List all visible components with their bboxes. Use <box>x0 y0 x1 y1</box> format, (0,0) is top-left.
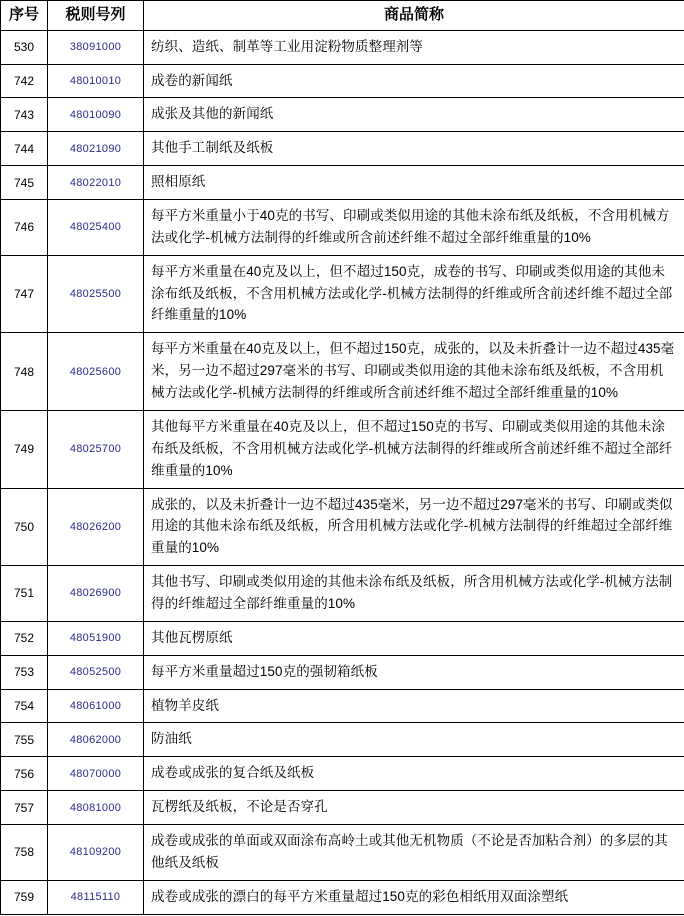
cell-code: 48025600 <box>48 333 144 411</box>
cell-name: 成卷或成张的单面或双面涂布高岭土或其他无机物质（不论是否加粘合剂）的多层的其他纸及纸板 <box>144 824 684 880</box>
table-row <box>1 132 684 166</box>
table-row <box>1 757 684 791</box>
table-row <box>1 30 684 64</box>
table-row <box>1 488 684 566</box>
cell-code: 48062000 <box>48 723 144 757</box>
table-row <box>1 166 684 200</box>
cell-name: 其他瓦楞原纸 <box>144 621 684 655</box>
table-row <box>1 255 684 333</box>
table-row <box>1 791 684 825</box>
cell-seq: 744 <box>1 132 48 166</box>
cell-code: 38091000 <box>48 30 144 64</box>
table-row <box>1 689 684 723</box>
cell-seq: 753 <box>1 655 48 689</box>
column-header-name: 商品简称 <box>144 1 684 31</box>
cell-name: 成卷的新闻纸 <box>144 64 684 98</box>
cell-seq: 748 <box>1 333 48 411</box>
cell-seq: 749 <box>1 410 48 488</box>
cell-name: 成张及其他的新闻纸 <box>144 98 684 132</box>
cell-name: 纺织、造纸、制革等工业用淀粉物质整理剂等 <box>144 30 684 64</box>
cell-name: 植物羊皮纸 <box>144 689 684 723</box>
cell-name: 防油纸 <box>144 723 684 757</box>
table-row <box>1 64 684 98</box>
table-row <box>1 200 684 256</box>
cell-name: 每平方米重量超过150克的强韧箱纸板 <box>144 655 684 689</box>
table-row <box>1 655 684 689</box>
cell-code: 48025700 <box>48 410 144 488</box>
cell-name: 每平方米重量小于40克的书写、印刷或类似用途的其他未涂布纸及纸板，不含用机械方法或化学-机械方法制得的纤维或所含前述纤维不超过全部纤维重量的10% <box>144 200 684 256</box>
cell-seq: 757 <box>1 791 48 825</box>
cell-name: 成卷或成张的复合纸及纸板 <box>144 757 684 791</box>
column-header-seq: 序号 <box>1 1 48 31</box>
cell-name: 成张的，以及未折叠计一边不超过435毫米，另一边不超过297毫米的书写、印刷或类似用途的其他未涂布纸及纸板，所含用机械方法或化学-机械方法制得的纤维超过全部纤维重量的10% <box>144 488 684 566</box>
cell-name: 每平方米重量在40克及以上，但不超过150克，成张的，以及未折叠计一边不超过435毫米，另一边不超过297毫米的书写、印刷或类似用途的其他未涂布纸及纸板，不含用机械方法或化学-机械方法制得的纤维或所含前述纤维不超过全部纤维重量的10% <box>144 333 684 411</box>
cell-seq: 759 <box>1 880 48 914</box>
cell-code: 48025500 <box>48 255 144 333</box>
cell-code: 48010010 <box>48 64 144 98</box>
cell-name: 其他手工制纸及纸板 <box>144 132 684 166</box>
table-row <box>1 824 684 880</box>
cell-code: 48010090 <box>48 98 144 132</box>
cell-code: 48021090 <box>48 132 144 166</box>
cell-name: 瓦楞纸及纸板，不论是否穿孔 <box>144 791 684 825</box>
cell-seq: 530 <box>1 30 48 64</box>
cell-seq: 758 <box>1 824 48 880</box>
table-row <box>1 566 684 622</box>
column-header-code: 税则号列 <box>48 1 144 31</box>
cell-seq: 746 <box>1 200 48 256</box>
table-row <box>1 723 684 757</box>
cell-code: 48115110 <box>48 880 144 914</box>
cell-name: 其他书写、印刷或类似用途的其他未涂布纸及纸板，所含用机械方法或化学-机械方法制得的纤维超过全部纤维重量的10% <box>144 566 684 622</box>
cell-seq: 742 <box>1 64 48 98</box>
table-row <box>1 410 684 488</box>
cell-seq: 754 <box>1 689 48 723</box>
table-row <box>1 333 684 411</box>
cell-code: 48026900 <box>48 566 144 622</box>
cell-name: 成卷或成张的漂白的每平方米重量超过150克的彩色相纸用双面涂塑纸 <box>144 880 684 914</box>
cell-code: 48081000 <box>48 791 144 825</box>
cell-seq: 743 <box>1 98 48 132</box>
cell-code: 48061000 <box>48 689 144 723</box>
cell-seq: 755 <box>1 723 48 757</box>
cell-code: 48109200 <box>48 824 144 880</box>
table-row <box>1 98 684 132</box>
table-row <box>1 621 684 655</box>
cell-seq: 747 <box>1 255 48 333</box>
cell-seq: 745 <box>1 166 48 200</box>
table-header <box>1 1 684 31</box>
cell-name: 其他每平方米重量在40克及以上，但不超过150克的书写、印刷或类似用途的其他未涂布纸及纸板，不含用机械方法或化学-机械方法制得的纤维或所含前述纤维不超过全部纤维重量的10% <box>144 410 684 488</box>
table-body <box>1 30 684 914</box>
cell-seq: 750 <box>1 488 48 566</box>
cell-code: 48022010 <box>48 166 144 200</box>
cell-seq: 751 <box>1 566 48 622</box>
cell-code: 48070000 <box>48 757 144 791</box>
cell-seq: 756 <box>1 757 48 791</box>
cell-code: 48051900 <box>48 621 144 655</box>
cell-code: 48052500 <box>48 655 144 689</box>
cell-name: 每平方米重量在40克及以上，但不超过150克，成卷的书写、印刷或类似用途的其他未涂布纸及纸板，不含用机械方法或化学-机械方法制得的纤维或所含前述纤维不超过全部纤维重量的10% <box>144 255 684 333</box>
cell-seq: 752 <box>1 621 48 655</box>
cell-code: 48025400 <box>48 200 144 256</box>
table-row <box>1 880 684 914</box>
cell-code: 48026200 <box>48 488 144 566</box>
cell-name: 照相原纸 <box>144 166 684 200</box>
header-row <box>1 1 684 31</box>
